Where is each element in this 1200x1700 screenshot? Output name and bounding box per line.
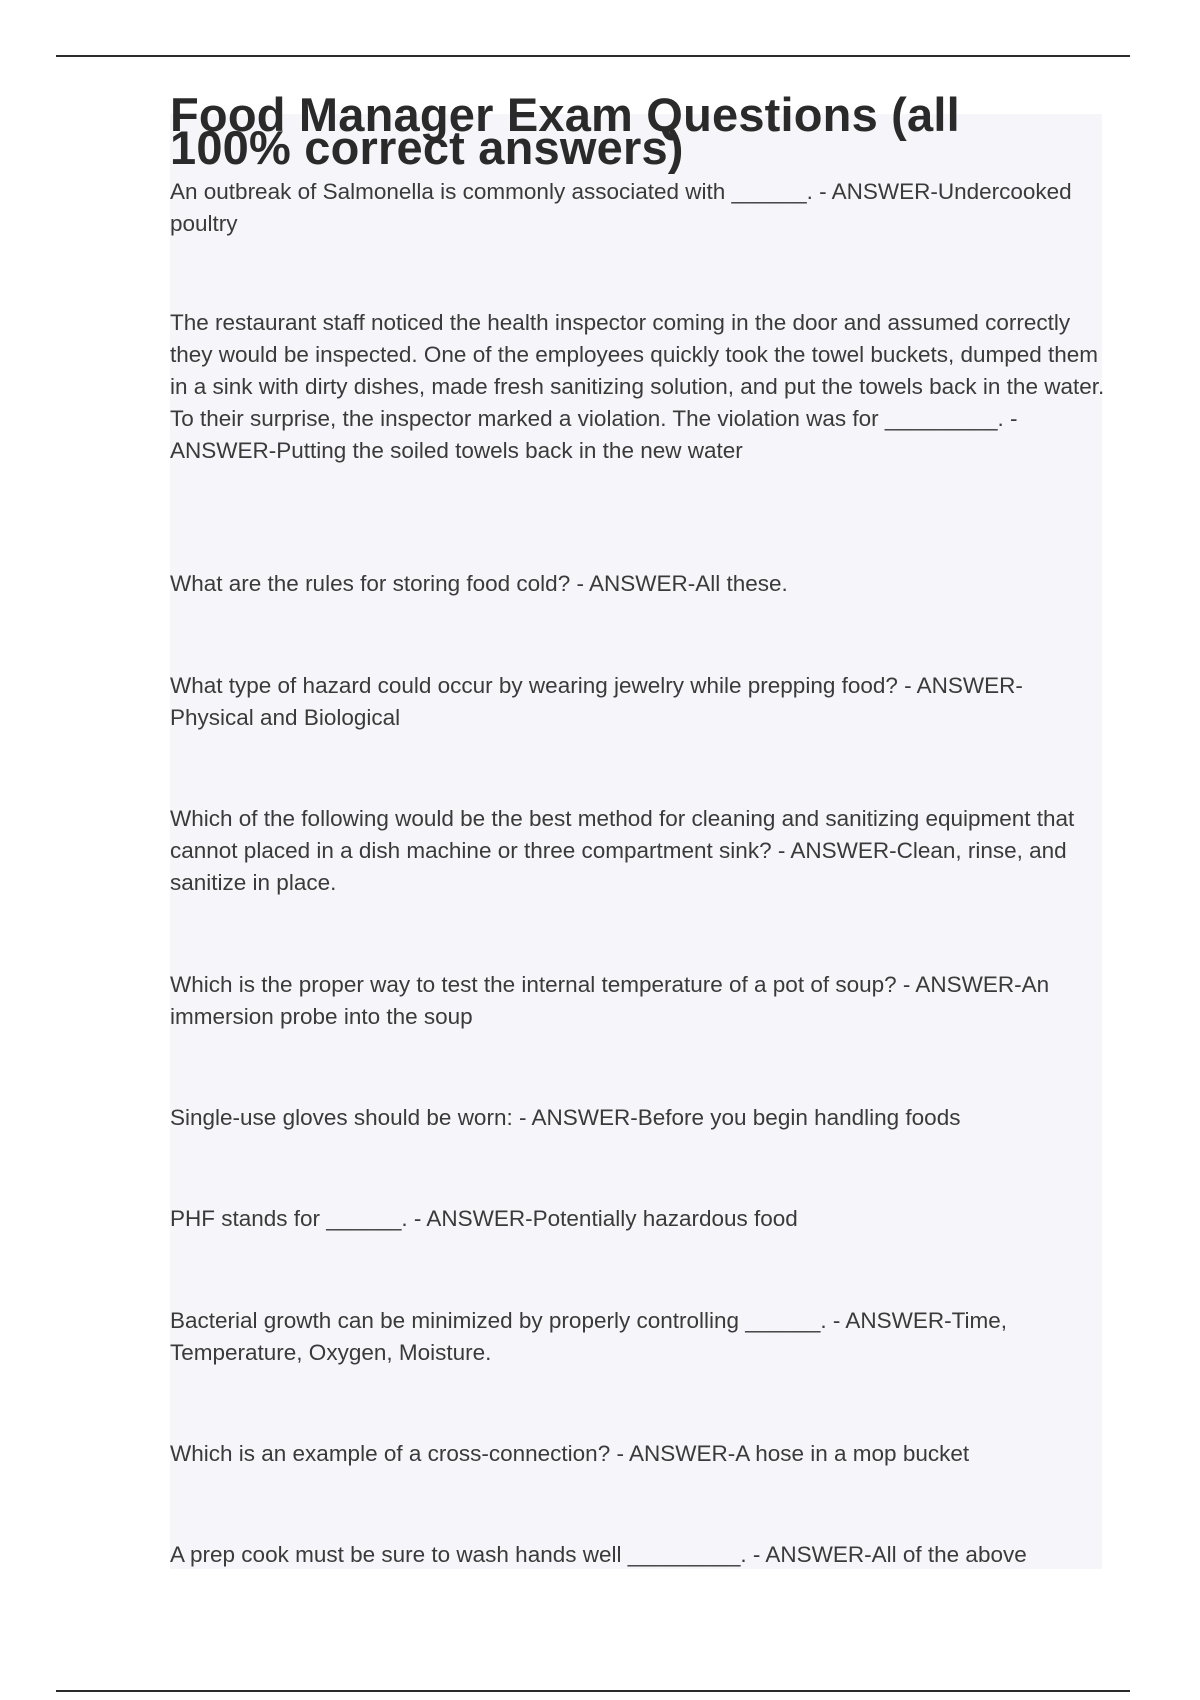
question-text: The restaurant staff noticed the health inspector coming in the door and assumed correctly they would be inspected. One of the employees quickly took the towel buckets, dumped them in a sink with dirty dishes, made fresh sanitizing solution, and put the towels back in the water. To their surprise, the inspector marked a violation. The violation was for _________. -	[170, 310, 1105, 431]
bottom-rule	[56, 1690, 1130, 1692]
question-text: Bacterial growth can be minimized by properly controlling ______. -	[170, 1308, 846, 1333]
question-text: Single-use gloves should be worn: -	[170, 1105, 532, 1130]
qa-item-7	[170, 1102, 1105, 1134]
answer-text: ANSWER-All these.	[588, 571, 788, 596]
question-text: PHF stands for ______. -	[170, 1206, 427, 1231]
question-text: A prep cook must be sure to wash hands well _________. -	[170, 1542, 766, 1567]
answer-text: ANSWER-All of the above	[765, 1542, 1027, 1567]
answer-text: ANSWER-An immersion probe into the soup	[170, 972, 1050, 1029]
qa-item-4	[170, 670, 1105, 734]
answer-text: ANSWER-Potentially hazardous food	[426, 1206, 798, 1231]
qa-item-2	[170, 307, 1105, 467]
qa-item-5	[170, 803, 1105, 899]
question-text: What are the rules for storing food cold? -	[170, 571, 589, 596]
qa-item-9	[170, 1305, 1105, 1369]
question-text: Which is the proper way to test the internal temperature of a pot of soup? -	[170, 972, 916, 997]
document-title: Food Manager Exam Questions (all 100% correct answers)	[170, 88, 960, 174]
qa-item-3	[170, 568, 1105, 600]
top-rule	[56, 55, 1130, 57]
question-text: Which of the following would be the best method for cleaning and sanitizing equipment that cannot placed in a dish machine or three compartment sink? -	[170, 806, 1075, 863]
answer-text: ANSWER-Time, Temperature, Oxygen, Moisture.	[170, 1308, 1008, 1365]
question-text: An outbreak of Salmonella is commonly associated with ______. -	[170, 179, 832, 204]
answer-text: ANSWER-Before you begin handling foods	[531, 1105, 961, 1130]
question-text: What type of hazard could occur by wearing jewelry while prepping food? -	[170, 673, 917, 698]
question-text: Which is an example of a cross-connection? -	[170, 1441, 629, 1466]
answer-text: ANSWER-Undercooked poultry	[170, 179, 1072, 236]
qa-item-6	[170, 969, 1105, 1033]
answer-text: ANSWER-A hose in a mop bucket	[628, 1441, 970, 1466]
qa-item-10	[170, 1438, 1105, 1470]
answer-text: ANSWER-Putting the soiled towels back in the new water	[170, 438, 743, 463]
answer-text: ANSWER-Clean, rinse, and sanitize in place.	[170, 838, 1067, 895]
qa-item-1	[170, 176, 1105, 240]
qa-item-8	[170, 1203, 1105, 1235]
answer-text: ANSWER-Physical and Biological	[170, 673, 1023, 730]
qa-item-11	[170, 1539, 1105, 1571]
